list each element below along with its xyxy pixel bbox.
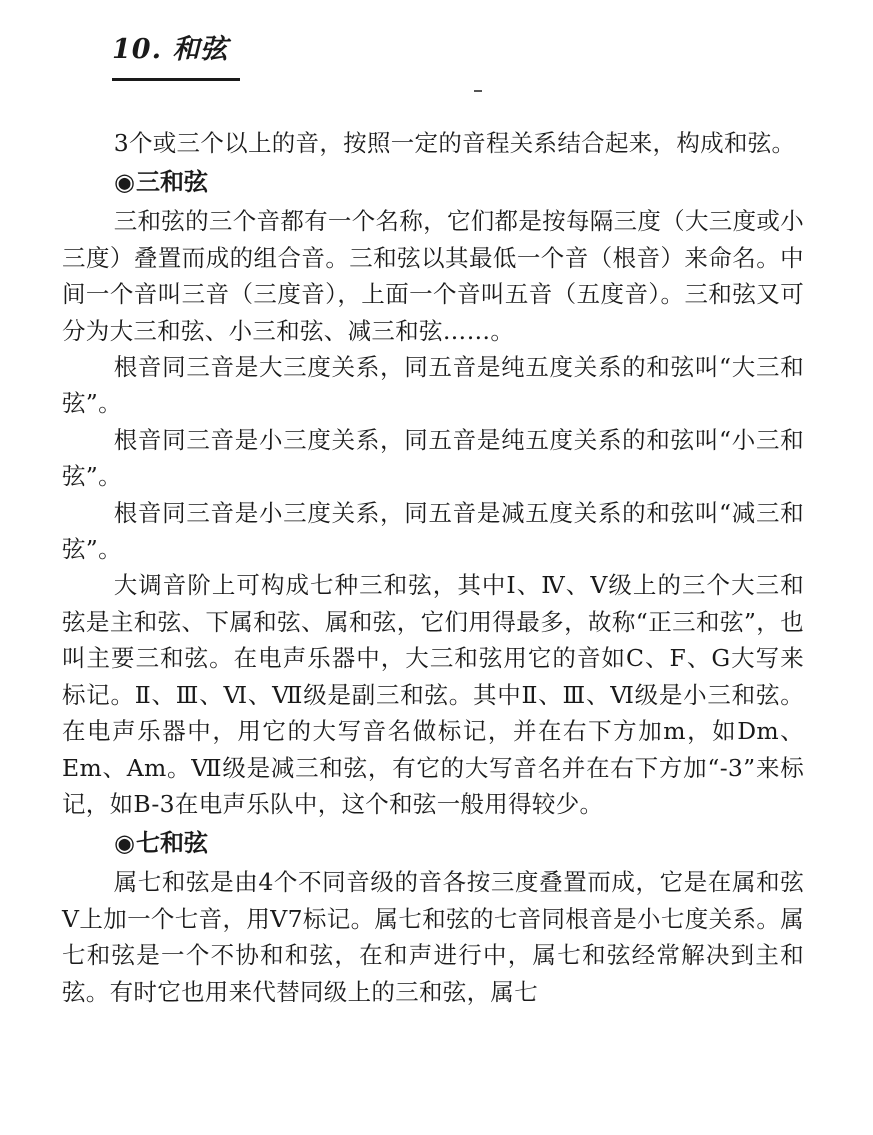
scan-speck [474,90,482,92]
chapter-title: 10. 和弦 [112,34,229,65]
paragraph: 大调音阶上可构成七种三和弦，其中Ⅰ、Ⅳ、Ⅴ级上的三个大三和弦是主和弦、下属和弦、属和弦，它们用得最多，故称“正三和弦”，也叫主要三和弦。在电声乐器中，大三和弦用它的音如C、F、G大写来标记。Ⅱ、Ⅲ、Ⅵ、Ⅶ级是副三和弦。其中Ⅱ、Ⅲ、Ⅵ级是小三和弦。在电声乐器中，用它的大写音名做标记，并在右下方加m，如Dm、Em、Am。Ⅶ级是减三和弦，有它的大写音名并在右下方加“-3”来标记，如B-3在电声乐队中，这个和弦一般用得较少。 [62,571,804,818]
section-heading-seventh [62,822,804,864]
bullet-icon: ◉ [114,167,135,197]
bullet-icon: ◉ [114,828,135,858]
title-underline [112,78,240,81]
section-heading-text: 三和弦 [135,167,208,197]
paragraph: 属七和弦是由4个不同音级的音各按三度叠置而成，它是在属和弦Ⅴ上加一个七音，用Ⅴ7标记。属七和弦的七音同根音是小七度关系。属七和弦是一个不协和和弦，在和声进行中，属七和弦经常解决到主和弦。有时它也用来代替同级上的三和弦，属七 [62,868,804,1006]
paragraph: 根音同三音是小三度关系，同五音是减五度关系的和弦叫“减三和弦”。 [62,498,804,564]
intro-paragraph: 3个或三个以上的音，按照一定的音程关系结合起来，构成和弦。 [113,129,796,157]
paragraph: 根音同三音是小三度关系，同五音是纯五度关系的和弦叫“小三和弦”。 [62,425,804,491]
section-heading-text: 七和弦 [135,828,208,858]
section-heading-triad [62,161,804,203]
body-text [62,125,804,1010]
paragraph: 根音同三音是大三度关系，同五音是纯五度关系的和弦叫“大三和弦”。 [62,353,804,418]
paragraph: 三和弦的三个音都有一个名称，它们都是按每隔三度（大三度或小三度）叠置而成的组合音。三和弦以其最低一个音（根音）来命名。中间一个音叫三音（三度音），上面一个音叫五音（五度音）。三和弦又可分为大三和弦、小三和弦、减三和弦……。 [62,207,804,345]
